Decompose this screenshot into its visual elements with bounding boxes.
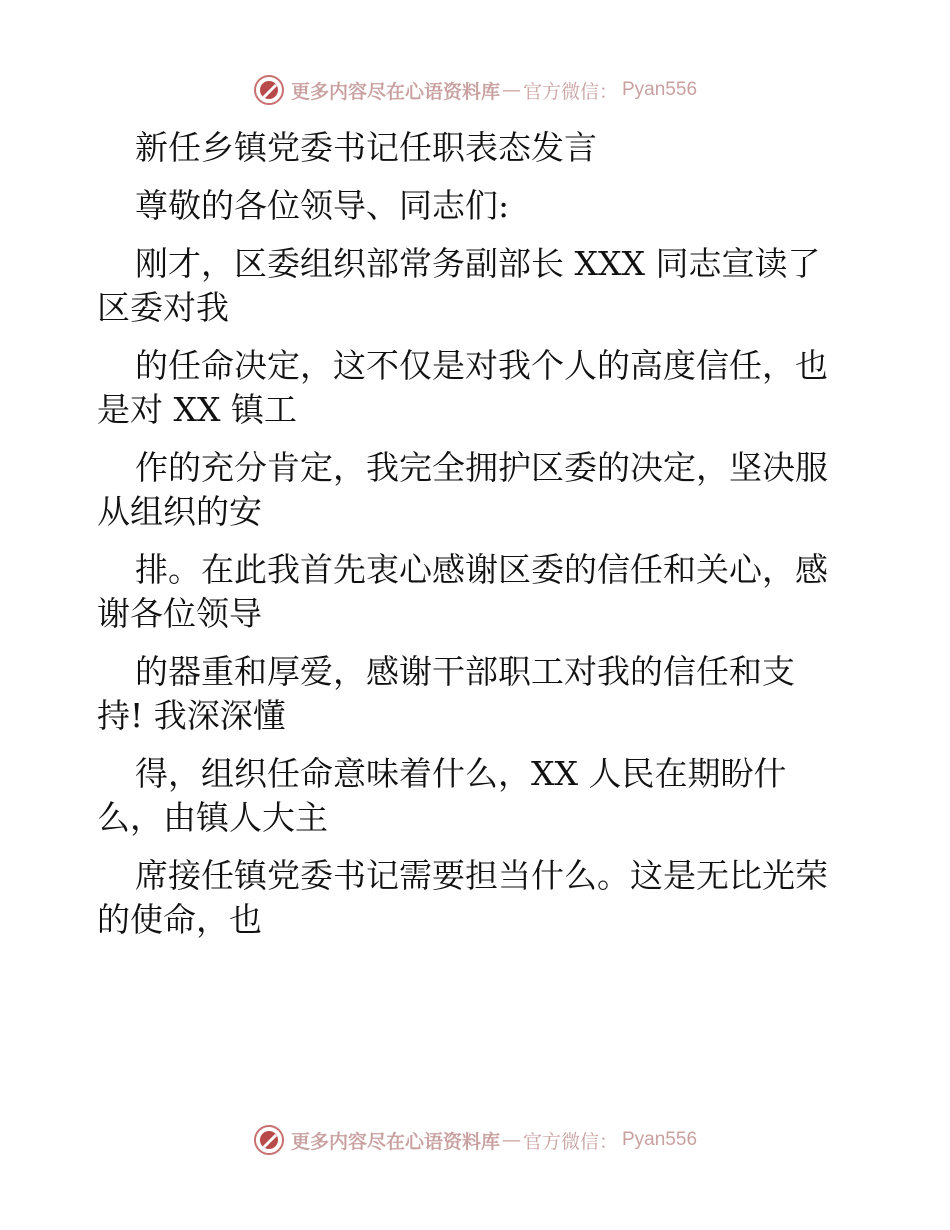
paragraph-line: 谢各位领导 [97,594,262,633]
paragraph-line: 得，组织任命意味着什么，XX 人民在期盼什 [135,754,787,793]
banner-dash: — [501,79,521,101]
banner-wechat-label: 官方微信： [522,80,618,103]
document-salutation: 尊敬的各位领导、同志们: [135,186,510,225]
banner-text: 更多内容尽在心语资料库 [290,80,500,103]
pen-logo-icon [253,74,285,106]
header-watermark-banner [0,70,950,110]
paragraph-line: 从组织的安 [97,492,262,531]
banner-handle: Pyan556 [622,79,698,100]
banner-text: 更多内容尽在心语资料库 [290,1130,500,1153]
paragraph-line: 么，由镇人大主 [97,798,328,837]
banner-dash: — [501,1129,521,1151]
paragraph-line: 的器重和厚爱，感谢干部职工对我的信任和支 [135,652,795,691]
pen-logo-icon [253,1124,285,1156]
paragraph-line: 刚才，区委组织部常务副部长 XXX 同志宣读了 [135,244,821,283]
banner-handle: Pyan556 [622,1129,698,1150]
document-title: 新任乡镇党委书记任职表态发言 [135,128,597,167]
document-body [97,126,857,956]
paragraph-line: 席接任镇党委书记需要担当什么。这是无比光荣 [135,856,828,895]
paragraph-line: 的任命决定，这不仅是对我个人的高度信任，也 [135,346,828,385]
paragraph-line: 作的充分肯定，我完全拥护区委的决定，坚决服 [135,448,828,487]
paragraph-line: 是对 XX 镇工 [97,390,297,429]
footer-watermark-banner [0,1120,950,1160]
paragraph-line: 的使命，也 [97,900,262,939]
paragraph-line: 持! 我深深懂 [97,696,286,735]
banner-wechat-label: 官方微信： [522,1130,618,1153]
paragraph-line: 排。在此我首先衷心感谢区委的信任和关心，感 [135,550,828,589]
paragraph-line: 区委对我 [97,288,229,327]
